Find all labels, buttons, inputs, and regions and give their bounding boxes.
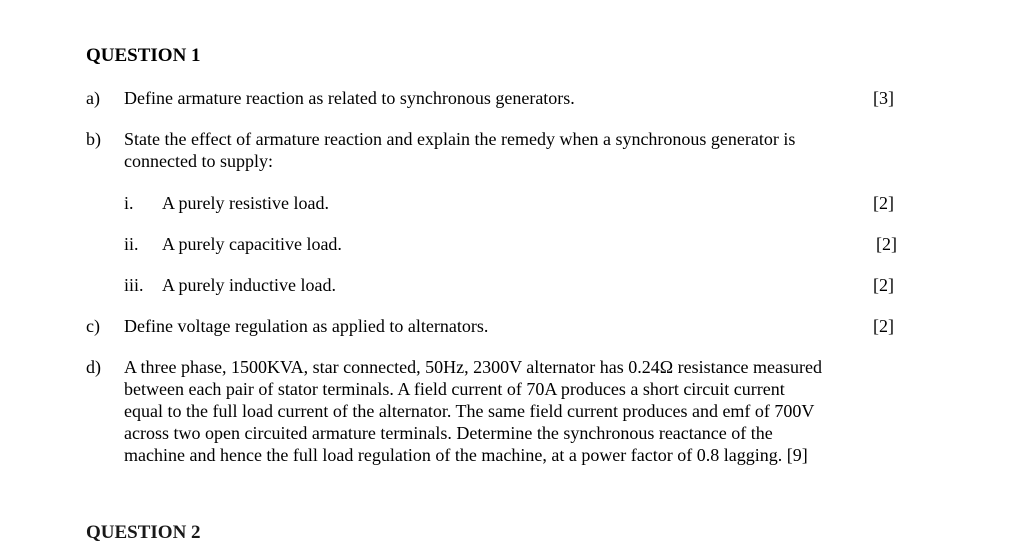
- subitem-i-label: i.: [124, 193, 134, 213]
- subitem-iii-text: A purely inductive load.: [162, 275, 336, 295]
- item-d-line: equal to the full load current of the alternator. The same field current produces and emf of 700V: [124, 401, 815, 421]
- subitem-ii-label: ii.: [124, 234, 139, 254]
- subitem-i-text: A purely resistive load.: [162, 193, 329, 213]
- subitem-iii-marks: [2]: [873, 275, 894, 295]
- item-a-text: Define armature reaction as related to synchronous generators.: [124, 88, 575, 108]
- item-d-line: between each pair of stator terminals. A field current of 70A produces a short circuit current: [124, 379, 785, 399]
- item-b-line: State the effect of armature reaction and explain the remedy when a synchronous generator is: [124, 129, 796, 149]
- item-b-line: connected to supply:: [124, 151, 273, 171]
- item-d-label: d): [86, 357, 101, 377]
- subitem-ii-marks: [2]: [876, 234, 897, 254]
- item-c-label: c): [86, 316, 100, 336]
- subitem-iii-label: iii.: [124, 275, 144, 295]
- question-title: QUESTION 1: [86, 45, 201, 66]
- item-c-text: Define voltage regulation as applied to alternators.: [124, 316, 489, 336]
- next-question-title-partial: QUESTION 2: [86, 522, 201, 543]
- item-c-marks: [2]: [873, 316, 894, 336]
- item-d-line: machine and hence the full load regulation of the machine, at a power factor of 0.8 lagging. [9]: [124, 445, 808, 465]
- item-d-line: across two open circuited armature terminals. Determine the synchronous reactance of the: [124, 423, 773, 443]
- item-d-text: [124, 356, 924, 466]
- item-d-line: A three phase, 1500KVA, star connected, 50Hz, 2300V alternator has 0.24Ω resistance measured: [124, 357, 823, 377]
- item-a-label: a): [86, 88, 100, 108]
- item-b-label: b): [86, 129, 101, 149]
- item-b-text: [124, 128, 924, 172]
- item-a-marks: [3]: [873, 88, 894, 108]
- subitem-ii-text: A purely capacitive load.: [162, 234, 342, 254]
- subitem-i-marks: [2]: [873, 193, 894, 213]
